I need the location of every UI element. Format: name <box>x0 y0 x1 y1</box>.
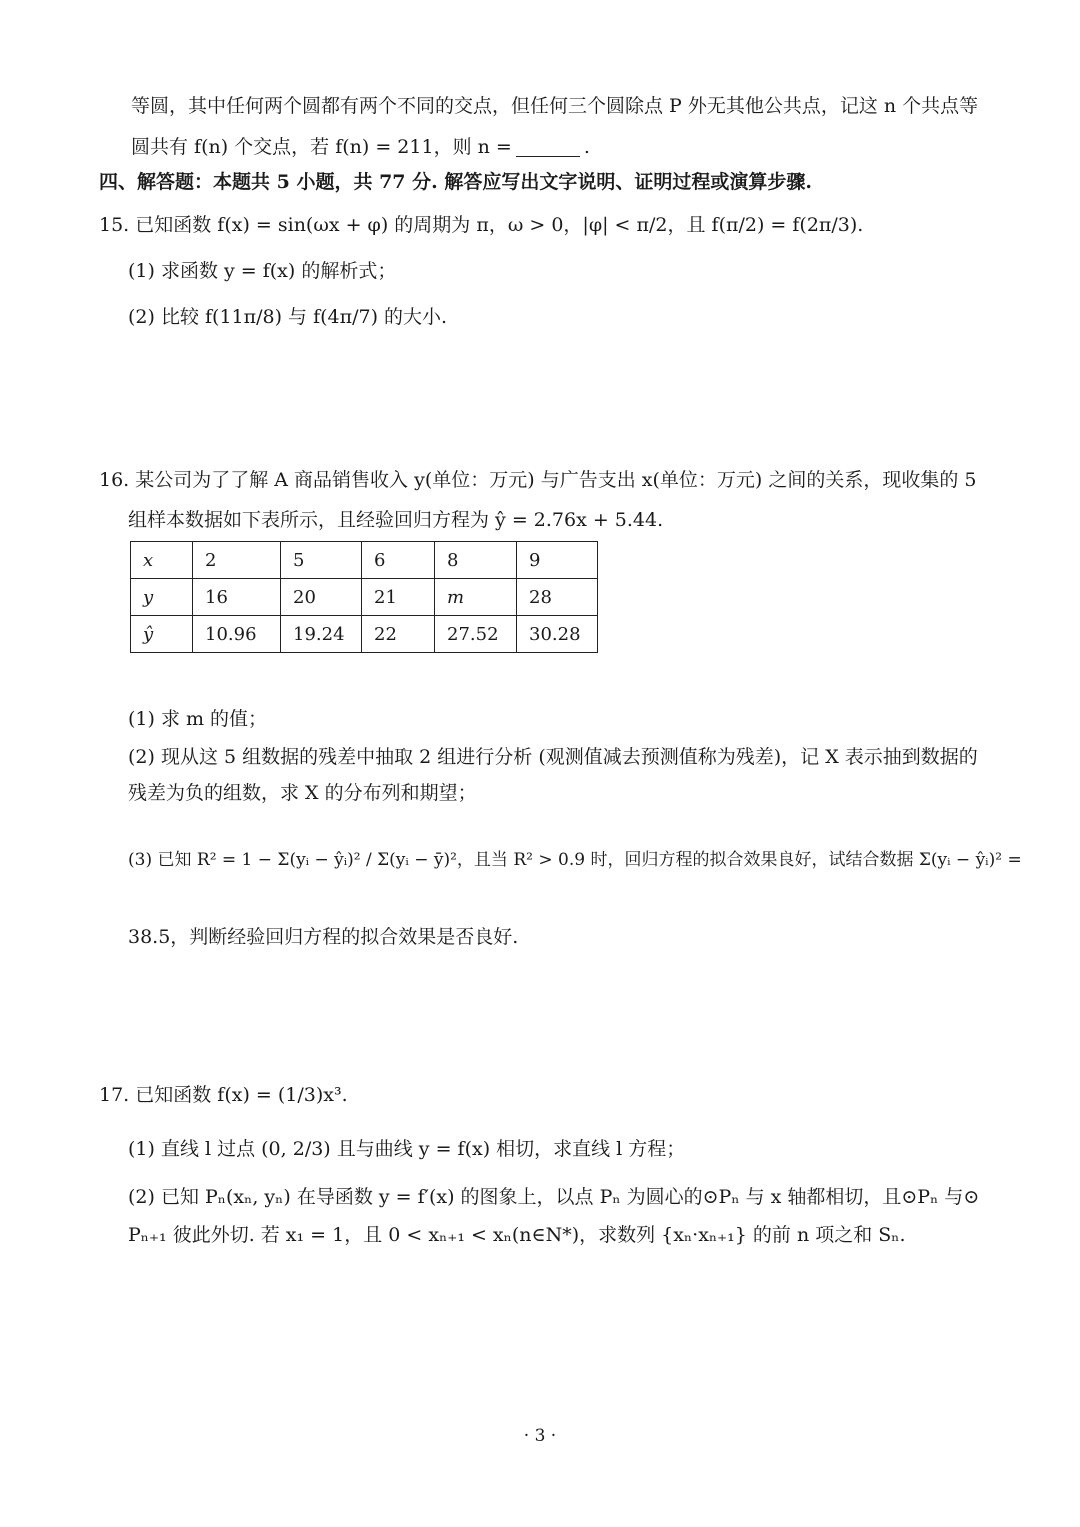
q17-part2-line-2: Pₙ₊₁ 彼此外切. 若 x₁ = 1，且 0 < xₙ₊₁ < xₙ(n∈N*)，求数列 {xₙ·xₙ₊₁} 的前 n 项之和 Sₙ. <box>128 1224 906 1246</box>
regression-table <box>130 541 598 653</box>
table-cell: 8 <box>435 542 517 579</box>
table-row <box>131 616 598 653</box>
table-cell: 27.52 <box>435 616 517 653</box>
table-cell: ŷ <box>131 616 193 653</box>
q17-part2-line-1: (2) 已知 Pₙ(xₙ, yₙ) 在导函数 y = f′(x) 的图象上，以点 Pₙ 为圆心的⊙Pₙ 与 x 轴都相切，且⊙Pₙ 与⊙ <box>128 1186 980 1208</box>
table-cell: 2 <box>193 542 281 579</box>
q15-part2: (2) 比较 f(11π/8) 与 f(4π/7) 的大小. <box>128 306 448 328</box>
table-cell: 10.96 <box>193 616 281 653</box>
q16-stem-1: 16. 某公司为了了解 A 商品销售收入 y(单位：万元) 与广告支出 x(单位：万元) 之间的关系，现收集的 5 <box>99 469 977 491</box>
table-cell: 19.24 <box>281 616 362 653</box>
table-cell: 5 <box>281 542 362 579</box>
continuation-line-1: 等圆，其中任何两个圆都有两个不同的交点，但任何三个圆除点 P 外无其他公共点，记这 n 个共点等 <box>131 95 979 117</box>
q16-part3-line-2: 38.5，判断经验回归方程的拟合效果是否良好. <box>128 926 519 948</box>
q16-part1: (1) 求 m 的值； <box>128 708 268 730</box>
continuation-text: 圆共有 f(n) 个交点，若 f(n) = 211，则 n = <box>131 136 512 158</box>
q16-stem-2: 组样本数据如下表所示，且经验回归方程为 ŷ = 2.76x + 5.44. <box>128 509 664 531</box>
table-cell: 20 <box>281 579 362 616</box>
section-heading: 四、解答题：本题共 5 小题，共 77 分. 解答应写出文字说明、证明过程或演算步骤. <box>99 171 812 193</box>
q17-part1: (1) 直线 l 过点 (0, 2/3) 且与曲线 y = f(x) 相切，求直线 l 方程； <box>128 1138 686 1160</box>
table-cell: 28 <box>517 579 598 616</box>
q15-stem: 15. 已知函数 f(x) = sin(ωx + φ) 的周期为 π，ω > 0，|φ| < π/2，且 f(π/2) = f(2π/3). <box>99 214 864 236</box>
q16-part2-line-1: (2) 现从这 5 组数据的残差中抽取 2 组进行分析 (观测值减去预测值称为残差)，记 X 表示抽到数据的 <box>128 746 978 768</box>
table-cell: 16 <box>193 579 281 616</box>
table-cell: x <box>131 542 193 579</box>
continuation-end: . <box>583 136 590 158</box>
q17-stem: 17. 已知函数 f(x) = (1/3)x³. <box>99 1084 348 1106</box>
table-cell: y <box>131 579 193 616</box>
table-row <box>131 542 598 579</box>
table-cell: 21 <box>362 579 435 616</box>
q16-part3-line-1: (3) 已知 R² = 1 − Σ(yᵢ − ŷᵢ)² / Σ(yᵢ − ȳ)²，且当 R² > 0.9 时，回归方程的拟合效果良好，试结合数据 Σ(yᵢ − ŷᵢ)² = <box>128 850 1022 870</box>
table-row <box>131 579 598 616</box>
q15-part1: (1) 求函数 y = f(x) 的解析式； <box>128 260 397 282</box>
table-cell: m <box>435 579 517 616</box>
table-cell: 30.28 <box>517 616 598 653</box>
answer-blank <box>516 136 580 157</box>
table-cell: 9 <box>517 542 598 579</box>
table-cell: 6 <box>362 542 435 579</box>
table-cell: 22 <box>362 616 435 653</box>
continuation-line-2 <box>131 136 590 157</box>
page-number: · 3 · <box>523 1426 557 1446</box>
q16-part2-line-2: 残差为负的组数，求 X 的分布列和期望； <box>128 782 477 804</box>
